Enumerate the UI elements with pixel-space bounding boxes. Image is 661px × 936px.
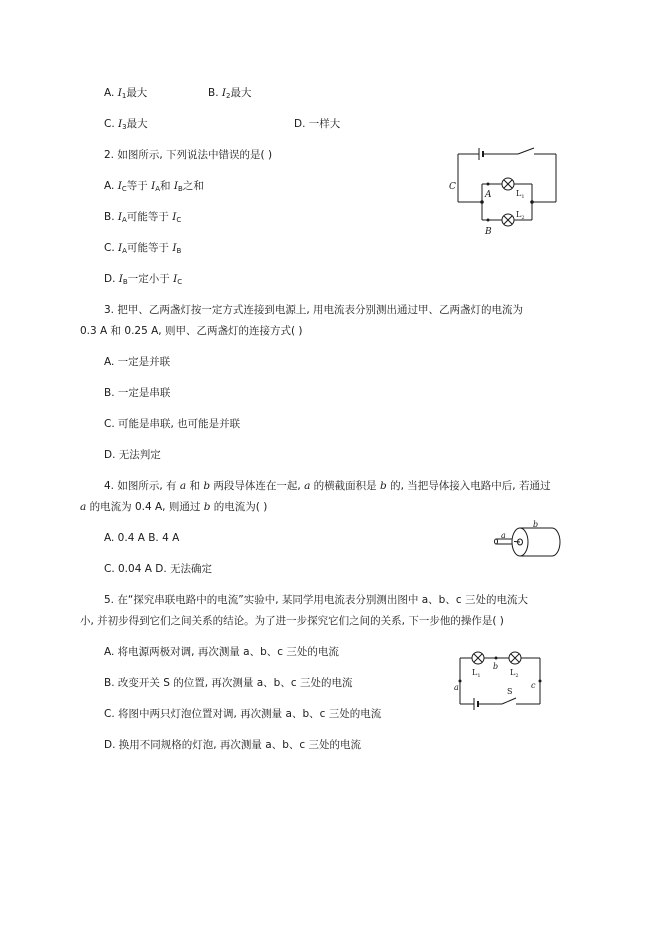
q1-option-d: D. 一样大 bbox=[294, 118, 341, 130]
option-label: A. bbox=[104, 87, 118, 99]
q3-option-a: A. 一定是并联 bbox=[104, 356, 171, 368]
q2-option-b bbox=[104, 210, 181, 227]
variable: I bbox=[172, 211, 177, 223]
q5-option-d: D. 换用不同规格的灯泡, 再次测量 a、b、c 三处的电流 bbox=[104, 739, 361, 751]
q1-option-c bbox=[104, 117, 148, 134]
q5-option-b: B. 改变开关 S 的位置, 再次测量 a、b、c 三处的电流 bbox=[104, 677, 353, 689]
label-c: c bbox=[531, 681, 536, 690]
q1-option-b bbox=[208, 86, 252, 103]
option-text: 最大 bbox=[126, 118, 148, 130]
option-label: B. bbox=[208, 87, 222, 99]
variable: I bbox=[173, 180, 179, 192]
option-label: C. bbox=[104, 242, 119, 254]
subscript: C bbox=[176, 216, 182, 224]
junction-dot bbox=[530, 200, 534, 204]
variable: I bbox=[118, 273, 123, 285]
option-text: 之和 bbox=[182, 180, 204, 192]
option-text: 最大 bbox=[126, 87, 148, 99]
subscript: C bbox=[177, 278, 183, 286]
stem-text: 的, 当把导体接入电路中后, 若通过 bbox=[386, 480, 551, 492]
stem-text: 4. 如图所示, 有 bbox=[104, 480, 180, 492]
subscript: 1 bbox=[121, 92, 127, 100]
q2-option-c bbox=[104, 241, 181, 258]
label-l2: $L_2$ bbox=[516, 210, 525, 221]
q5-stem-line1: 5. 在“探究串联电路中的电流”实验中, 某同学用电流表分别测出图中 a、b、c 三处的电流大 bbox=[104, 594, 528, 606]
stem-text: 和 bbox=[186, 480, 204, 492]
label-c: C bbox=[449, 182, 456, 192]
subscript: 2 bbox=[226, 92, 231, 100]
switch bbox=[518, 148, 534, 154]
option-label: D. bbox=[104, 273, 119, 285]
option-text: 和 bbox=[160, 180, 174, 192]
q1-option-a bbox=[104, 86, 147, 103]
variable: I bbox=[117, 87, 122, 99]
q4-stem-line2 bbox=[80, 500, 267, 514]
point-a-dot bbox=[487, 183, 490, 186]
variable: b bbox=[203, 501, 211, 513]
variable: b bbox=[380, 480, 387, 492]
subscript: A bbox=[122, 216, 127, 224]
variable: b bbox=[203, 480, 211, 492]
variable: a bbox=[80, 501, 87, 513]
q4-options-cd: C. 0.04 A D. 无法确定 bbox=[104, 563, 213, 575]
variable: a bbox=[304, 480, 311, 492]
q3-stem-line2: 0.3 A 和 0.25 A, 则甲、乙两盏灯的连接方式( ) bbox=[80, 325, 303, 337]
subscript: A bbox=[122, 247, 127, 255]
option-text: 可能等于 bbox=[126, 242, 173, 254]
subscript: B bbox=[176, 247, 182, 255]
option-label: B. bbox=[104, 211, 118, 223]
junction-dot bbox=[480, 200, 484, 204]
label-a: A bbox=[485, 190, 492, 200]
q2-circuit-figure bbox=[448, 144, 568, 239]
variable: a bbox=[179, 480, 187, 492]
option-text: 一定小于 bbox=[127, 273, 174, 285]
variable: I bbox=[118, 118, 123, 130]
q4-stem-line1 bbox=[104, 479, 550, 493]
q5-option-a: A. 将电源两极对调, 再次测量 a、b、c 三处的电流 bbox=[104, 646, 339, 658]
variable: I bbox=[118, 242, 123, 254]
q4-options-ab: A. 0.4 A B. 4 A bbox=[104, 532, 180, 544]
label-b: b bbox=[493, 662, 499, 671]
variable: I bbox=[221, 87, 227, 99]
q2-option-d bbox=[104, 272, 182, 289]
variable: I bbox=[173, 273, 178, 285]
subscript: C bbox=[121, 185, 127, 193]
label-b: B bbox=[485, 227, 492, 237]
option-label: C. bbox=[104, 118, 119, 130]
q3-option-d: D. 无法判定 bbox=[104, 449, 161, 461]
label-a: a bbox=[454, 683, 459, 692]
point-c-dot bbox=[539, 680, 542, 683]
subscript: B bbox=[178, 185, 183, 193]
q5-circuit-figure bbox=[452, 648, 552, 716]
label-l2: $L_2$ bbox=[510, 668, 519, 679]
stem-text: 的电流为 0.4 A, 则通过 bbox=[86, 501, 204, 513]
option-text: 可能等于 bbox=[126, 211, 173, 223]
q5-stem-line2: 小, 并初步得到它们之间关系的结论。为了进一步探究它们之间的关系, 下一步他的操作是( ) bbox=[80, 615, 504, 627]
q5-option-c: C. 将图中两只灯泡位置对调, 再次测量 a、b、c 三处的电流 bbox=[104, 708, 382, 720]
q2-stem: 2. 如图所示, 下列说法中错误的是( ) bbox=[104, 149, 273, 161]
subscript: 3 bbox=[122, 123, 127, 131]
subscript: A bbox=[155, 185, 161, 193]
label-l1: $L_1$ bbox=[472, 668, 481, 679]
q3-stem-line1: 3. 把甲、乙两盏灯按一定方式连接到电源上, 用电流表分别测出通过甲、乙两盏灯的电流为 bbox=[104, 304, 524, 316]
option-label: A. bbox=[104, 180, 118, 192]
variable: I bbox=[117, 180, 122, 192]
option-text: 等于 bbox=[126, 180, 152, 192]
label-l1: $L_1$ bbox=[516, 189, 525, 200]
switch bbox=[502, 698, 516, 704]
q3-option-c: C. 可能是串联, 也可能是并联 bbox=[104, 418, 241, 430]
point-b-dot bbox=[487, 219, 490, 222]
label-s: S bbox=[507, 687, 513, 696]
stem-text: 的电流为( ) bbox=[210, 501, 268, 513]
stem-text: 的横截面积是 bbox=[310, 480, 381, 492]
label-b: b bbox=[533, 520, 539, 529]
q2-option-a bbox=[104, 179, 204, 196]
variable: I bbox=[172, 242, 177, 254]
point-b-dot bbox=[495, 657, 498, 660]
subscript: B bbox=[122, 278, 128, 286]
q3-option-b: B. 一定是串联 bbox=[104, 387, 171, 399]
variable: I bbox=[151, 180, 156, 192]
stem-text: 两段导体连在一起, bbox=[210, 480, 305, 492]
q4-conductor-figure bbox=[492, 519, 567, 559]
variable: I bbox=[117, 211, 123, 223]
point-a-dot bbox=[459, 680, 462, 683]
option-text: 最大 bbox=[230, 87, 252, 99]
label-a: a bbox=[501, 531, 506, 540]
